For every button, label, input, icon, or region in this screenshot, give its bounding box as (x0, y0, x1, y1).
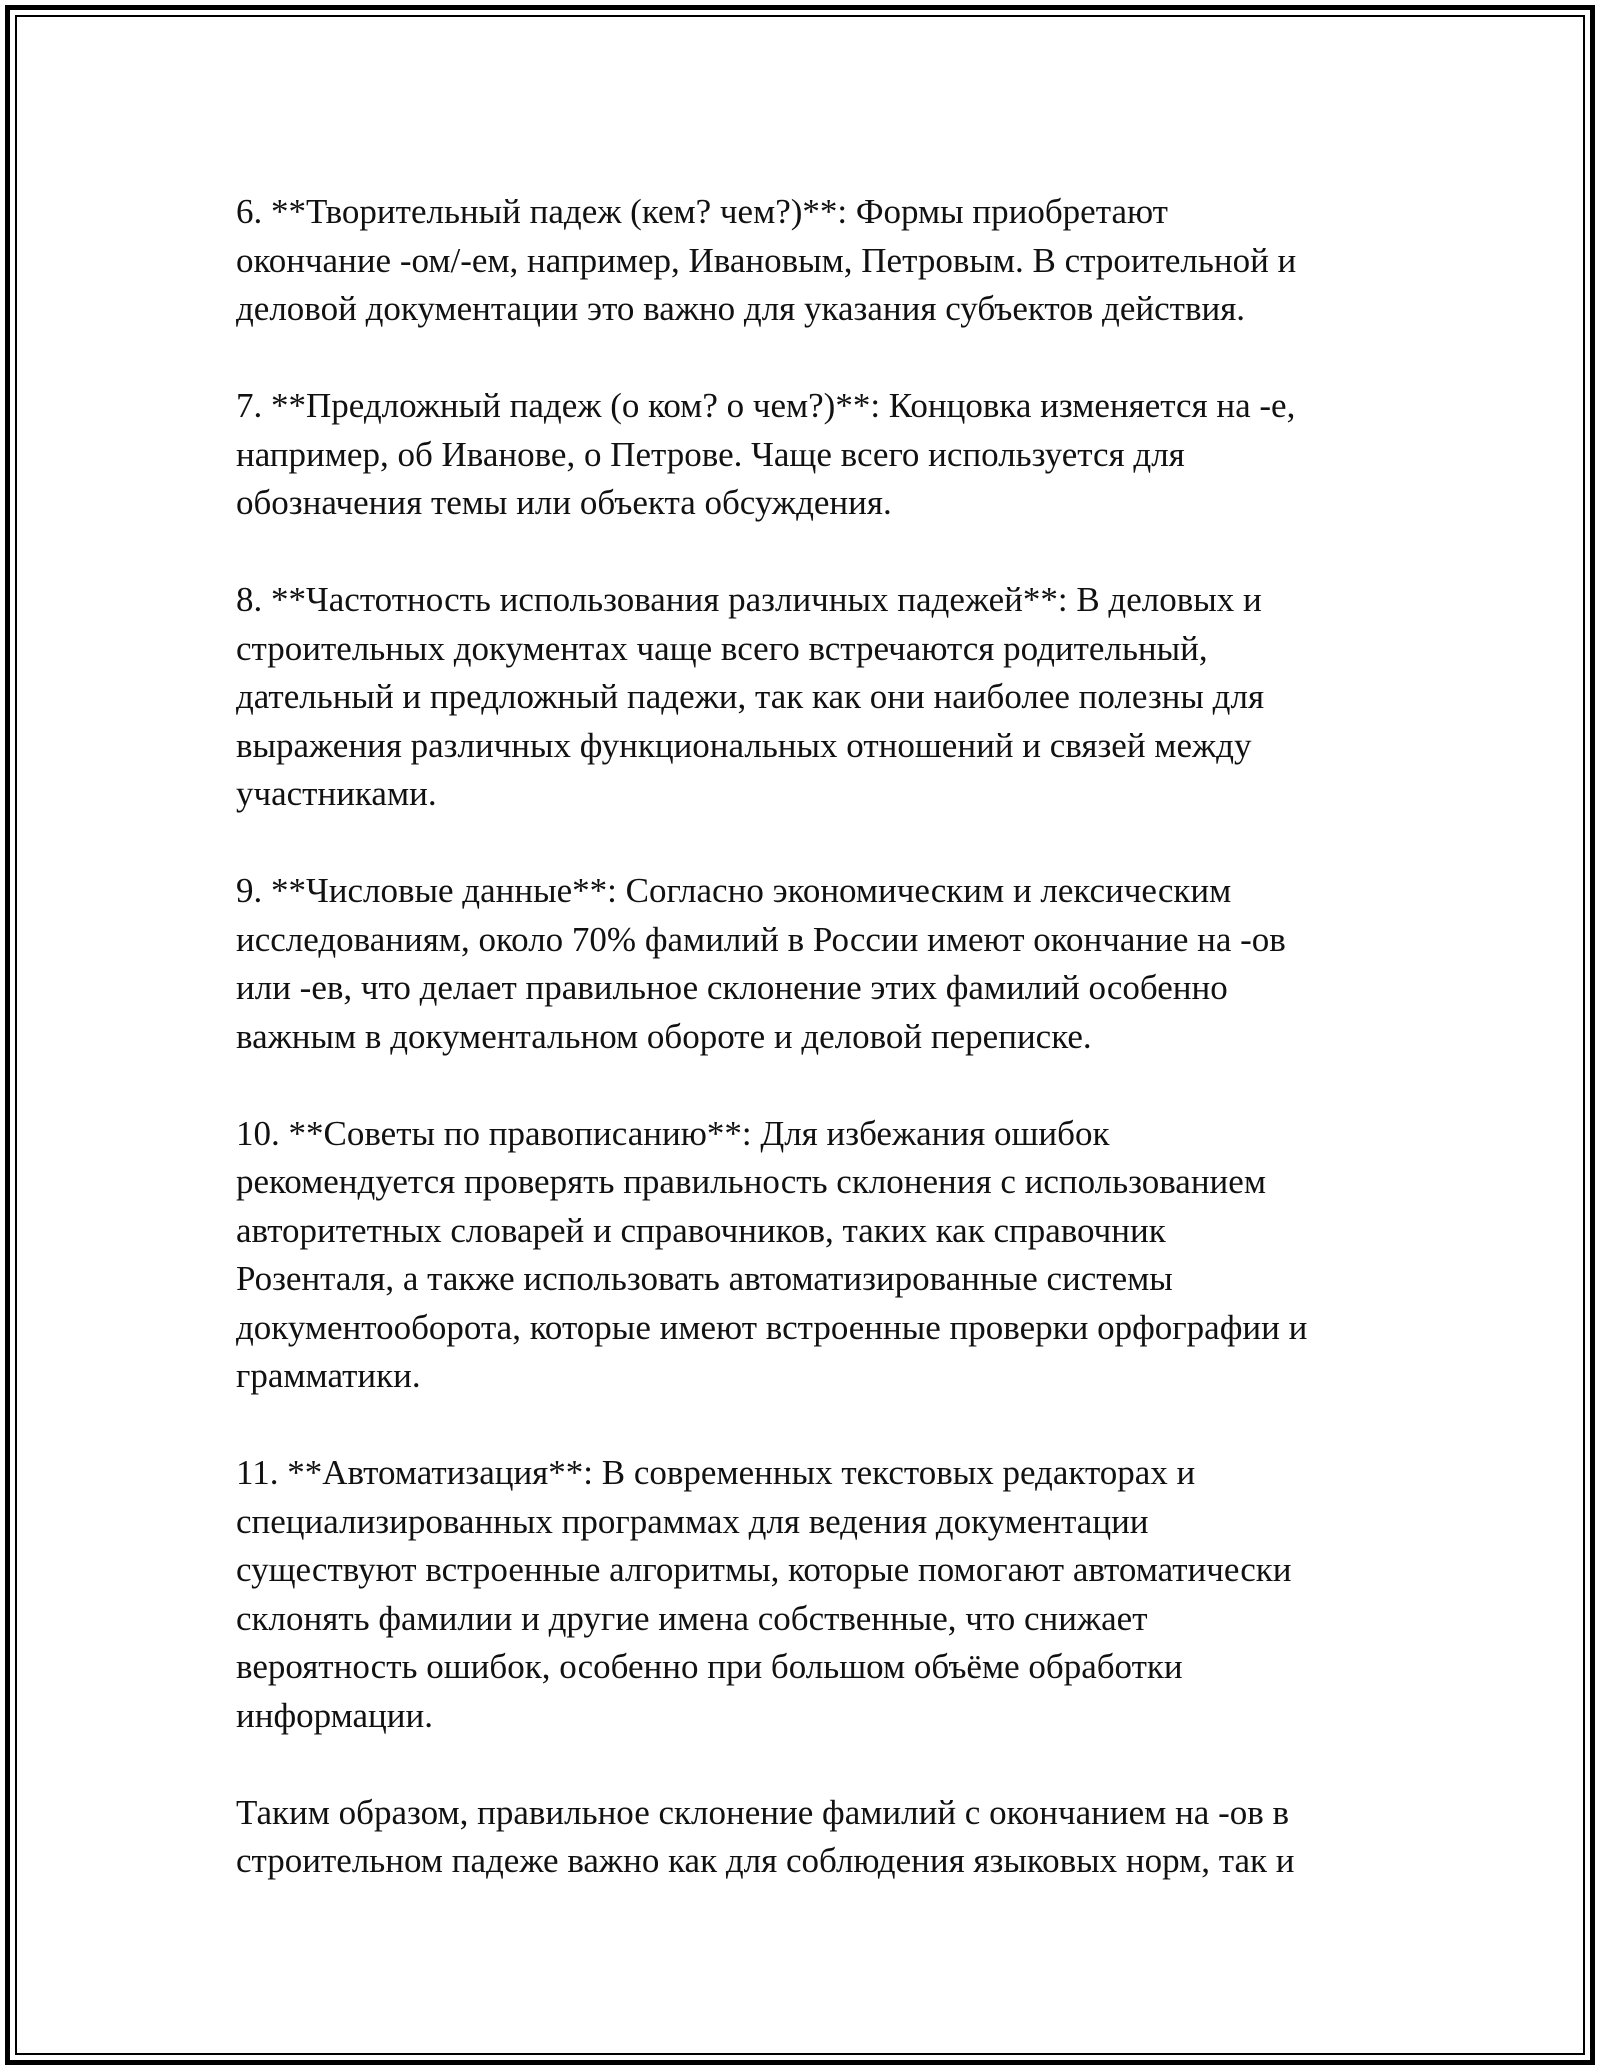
paragraph-item-9: 9. **Числовые данные**: Согласно экономическим и лексическим исследованиям, около 70% фамилий в России имеют окончание на -ов или -ев, что делает правильное склонение этих фамилий особенно важным в документальном обороте и деловой переписке. (236, 871, 1286, 1056)
paragraph-item-8: 8. **Частотность использования различных падежей**: В деловых и строительных документах чаще всего встречаются родительный, дательный и предложный падежи, так как они наиболее полезны для выражения различных функциональных отношений и связей между участниками. (236, 580, 1265, 813)
paragraph-conclusion: Таким образом, правильное склонение фамилий с окончанием на -ов в строительном падеже важно как для соблюдения языковых норм, так и (236, 1792, 1295, 1880)
paragraph-item-10: 10. **Советы по правописанию**: Для избежания ошибок рекомендуется проверять правильность склонения с использованием авторитетных словарей и справочников, таких как справочник Розенталя, а также использовать автоматизированные системы документооборота, которые имеют встроенные проверки орфографии и грамматики. (236, 1113, 1308, 1395)
paragraph-item-6: 6. **Творительный падеж (кем? чем?)**: Формы приобретают окончание -ом/-ем, например, Ивановым, Петровым. В строительной и деловой документации это важно для указания субъектов действия. (236, 192, 1297, 328)
paragraph-item-11: 11. **Автоматизация**: В современных текстовых редакторах и специализированных программах для ведения документации существуют встроенные алгоритмы, которые помогают автоматически склонять фамилии и другие имена собственные, что снижает вероятность ошибок, особенно при большом объёме обработки информации. (236, 1453, 1292, 1735)
document-body (236, 188, 1396, 1934)
paragraph-item-7: 7. **Предложный падеж (о ком? о чем?)**: Концовка изменяется на -е, например, об Иванове, о Петрове. Чаще всего используется для обозначения темы или объекта обсуждения. (236, 386, 1296, 522)
